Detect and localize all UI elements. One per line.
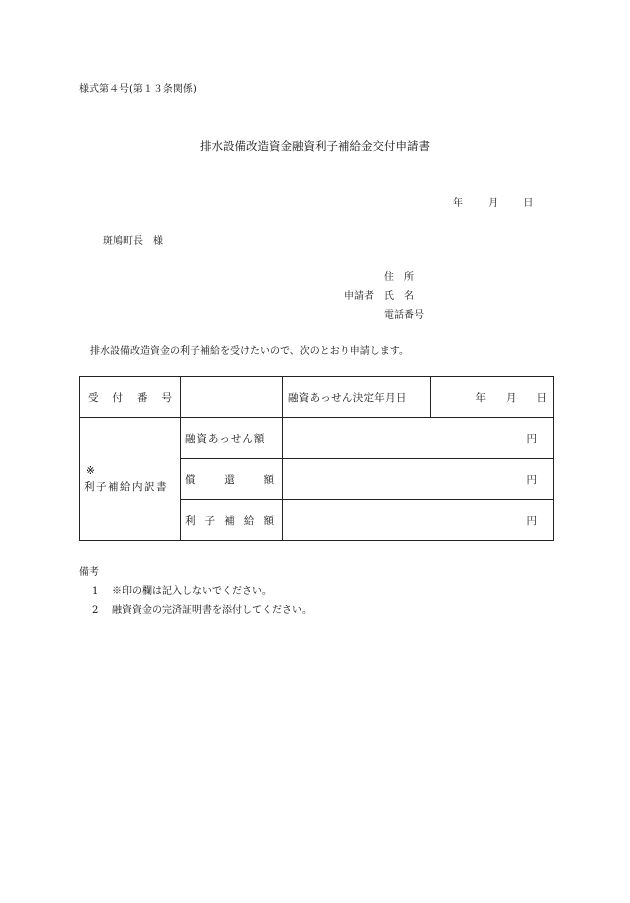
repayment-amount-field[interactable] bbox=[283, 459, 554, 500]
loan-month-label: 月 bbox=[506, 391, 517, 404]
breakdown-label-cell bbox=[80, 418, 181, 541]
application-table bbox=[79, 376, 554, 541]
receipt-number-label-cell bbox=[80, 377, 181, 418]
applicant-label: 申請者 bbox=[344, 291, 374, 302]
note-number: 2 bbox=[92, 605, 99, 616]
phone-row bbox=[344, 306, 424, 325]
note-item bbox=[92, 582, 272, 597]
name-label: 氏 名 bbox=[384, 291, 414, 302]
subsidy-label: 利子補給額 bbox=[185, 514, 274, 527]
date-year-label: 年 bbox=[453, 198, 463, 209]
loan-amount-label-cell bbox=[181, 418, 283, 459]
yen-unit: 円 bbox=[526, 473, 537, 486]
subsidy-label-cell bbox=[181, 500, 283, 541]
loan-day-label: 日 bbox=[536, 391, 547, 404]
address-label: 住 所 bbox=[384, 272, 414, 283]
applicant-block bbox=[344, 268, 424, 325]
loan-amount-label: 融資あっせん額 bbox=[185, 432, 266, 445]
table-row bbox=[80, 377, 554, 418]
address-row bbox=[344, 268, 424, 287]
table-row bbox=[80, 418, 554, 459]
loan-date-label: 融資あっせん決定年月日 bbox=[288, 391, 407, 404]
note-text: ※印の欄は記入しないでください。 bbox=[112, 586, 272, 597]
phone-label: 電話番号 bbox=[384, 310, 424, 321]
loan-amount-field[interactable] bbox=[283, 418, 554, 459]
form-number: 様式第４号(第１３条関係) bbox=[79, 84, 197, 95]
note-item bbox=[92, 601, 312, 616]
receipt-number-field[interactable] bbox=[181, 377, 283, 418]
asterisk-mark: ※ bbox=[86, 464, 95, 477]
date-day-label: 日 bbox=[523, 198, 534, 209]
yen-unit: 円 bbox=[526, 432, 537, 445]
receipt-number-label: 受付番号 bbox=[88, 391, 172, 404]
application-statement: 排水設備改造資金の利子補給を受けたいので、次のとおり申請します。 bbox=[90, 346, 409, 357]
addressee: 斑鳩町長 様 bbox=[103, 236, 163, 247]
notes-title: 備考 bbox=[79, 567, 99, 578]
subsidy-amount-field[interactable] bbox=[283, 500, 554, 541]
application-date bbox=[453, 194, 533, 209]
note-number: 1 bbox=[92, 586, 99, 597]
note-text: 融資資金の完済証明書を添付してください。 bbox=[112, 605, 312, 616]
yen-unit: 円 bbox=[526, 514, 537, 527]
repayment-label: 償還額 bbox=[185, 473, 274, 486]
loan-date-label-cell bbox=[283, 377, 431, 418]
date-month-label: 月 bbox=[488, 198, 499, 209]
breakdown-label: 利子補給内訳書 bbox=[84, 480, 168, 493]
name-row bbox=[344, 287, 424, 306]
repayment-label-cell bbox=[181, 459, 283, 500]
document-title: 排水設備改造資金融資利子補給金交付申請書 bbox=[200, 139, 430, 153]
loan-date-field[interactable] bbox=[431, 377, 554, 418]
loan-year-label: 年 bbox=[475, 391, 486, 404]
